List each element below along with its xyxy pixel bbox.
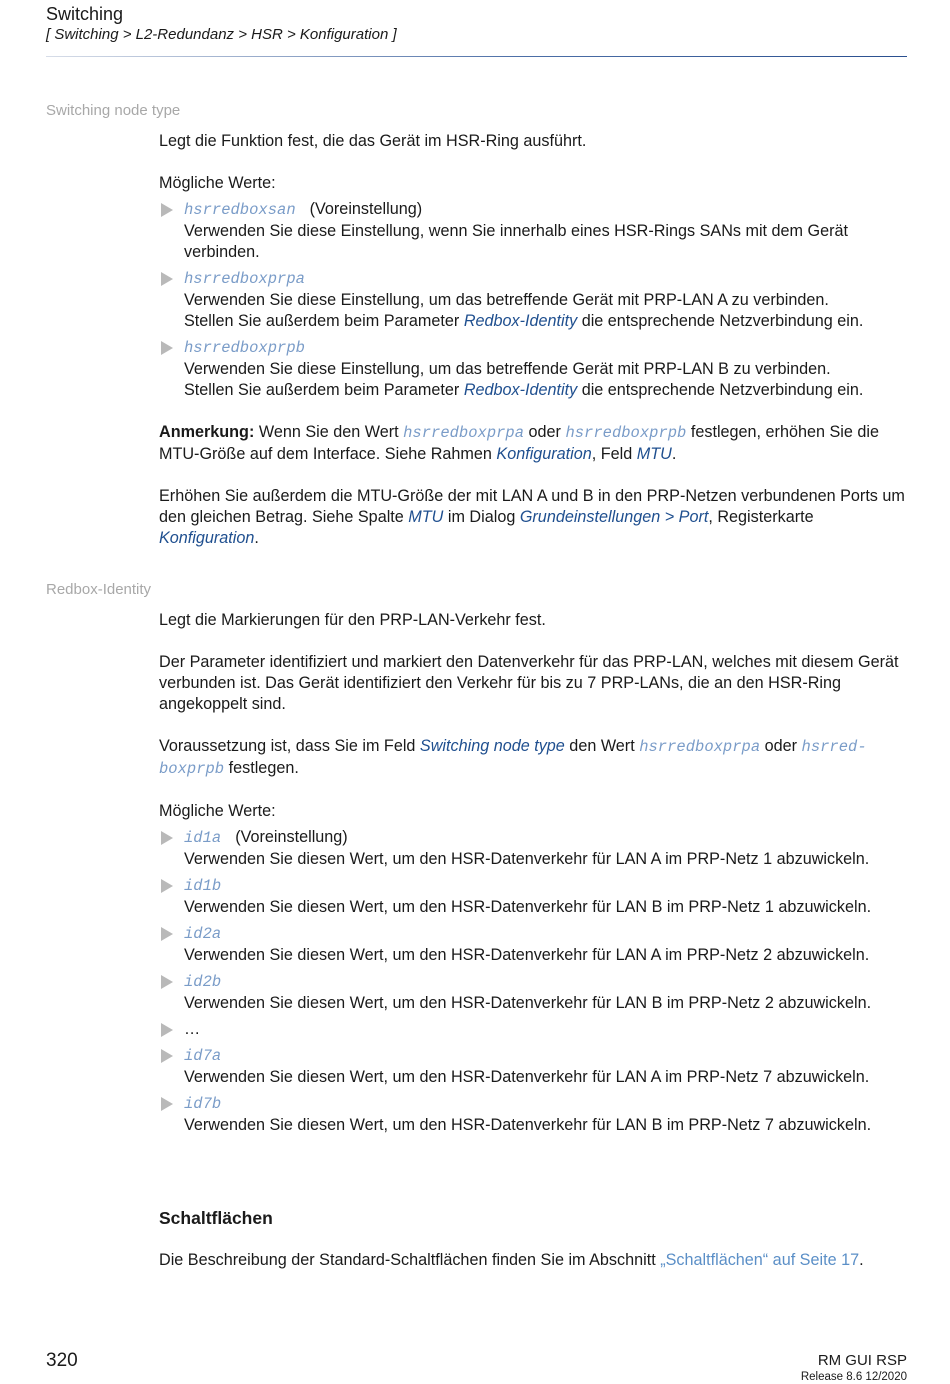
text-run: die entsprechende Netzverbindung ein. bbox=[577, 312, 864, 330]
item-description: Verwenden Sie diesen Wert, um den HSR-Datenverkehr für LAN A im PRP-Netz 1 abzuwickeln. bbox=[184, 850, 870, 868]
konfiguration-tab-reference: Konfiguration bbox=[159, 529, 255, 547]
possible-values-label: Mögliche Werte: bbox=[159, 174, 276, 192]
text-run: . bbox=[254, 529, 259, 547]
value-code: hsrredboxprpb bbox=[565, 424, 687, 442]
value-code: hsrred- bbox=[801, 738, 867, 756]
prerequisite-paragraph bbox=[159, 736, 911, 780]
list-item bbox=[159, 923, 911, 966]
default-label: (Voreinstellung) bbox=[235, 828, 348, 846]
item-description: Verwenden Sie diesen Wert, um den HSR-Datenverkehr für LAN B im PRP-Netz 7 abzuwickeln. bbox=[184, 1116, 872, 1134]
section-heading-schaltflaechen: Schaltflächen bbox=[159, 1208, 273, 1228]
item-description-2 bbox=[184, 380, 911, 401]
list-item bbox=[159, 971, 911, 1014]
item-description: Verwenden Sie diesen Wert, um den HSR-Datenverkehr für LAN B im PRP-Netz 2 abzuwickeln. bbox=[184, 994, 872, 1012]
item-description-2 bbox=[184, 311, 911, 332]
item-description: Verwenden Sie diesen Wert, um den HSR-Datenverkehr für LAN A im PRP-Netz 2 abzuwickeln. bbox=[184, 946, 870, 964]
section-label-redbox-identity: Redbox-Identity bbox=[46, 581, 152, 598]
text-run: festlegen, erhöhen Sie die MTU-Größe auf dem Interface. Siehe Rahmen bbox=[159, 423, 879, 463]
list-item bbox=[159, 199, 911, 263]
value-code: hsrredboxprpa bbox=[403, 424, 525, 442]
list-item bbox=[159, 827, 911, 870]
section-intro: Legt die Markierungen für den PRP-LAN-Verkehr fest. bbox=[159, 611, 546, 629]
text-run: , Feld bbox=[591, 445, 637, 463]
text-run: Voraussetzung ist, dass Sie im Feld bbox=[159, 737, 420, 755]
text-run: Die Beschreibung der Standard-Schaltflächen finden Sie im Abschnitt bbox=[159, 1251, 661, 1269]
section-intro: Legt die Funktion fest, die das Gerät im HSR-Ring ausführt. bbox=[159, 132, 587, 150]
default-label: (Voreinstellung) bbox=[309, 200, 423, 218]
bullet-triangle-icon bbox=[161, 831, 173, 845]
value-code: hsrredboxprpb bbox=[184, 339, 305, 357]
value-code: hsrredboxprpa bbox=[184, 270, 305, 288]
section-label-switching-node-type: Switching node type bbox=[46, 102, 181, 119]
section-switching-node-type bbox=[159, 131, 911, 549]
text-run: Stellen Sie außerdem beim Parameter bbox=[184, 381, 464, 399]
redbox-identity-reference: Redbox-Identity bbox=[463, 381, 578, 399]
value-code: id1b bbox=[184, 877, 222, 895]
bullet-triangle-icon bbox=[161, 341, 173, 355]
list-item bbox=[159, 1045, 911, 1088]
page-number: 320 bbox=[46, 1350, 78, 1371]
text-run: , Registerkarte bbox=[708, 508, 814, 526]
note-label: Anmerkung: bbox=[159, 423, 255, 441]
value-code: boxprpb bbox=[159, 760, 225, 778]
bullet-triangle-icon bbox=[161, 1049, 173, 1063]
text-run: die entsprechende Netzverbindung ein. bbox=[577, 381, 864, 399]
item-description: Verwenden Sie diese Einstellung, wenn Sie innerhalb eines HSR-Rings SANs mit dem Gerät verbinden. bbox=[184, 222, 849, 261]
list-item bbox=[159, 875, 911, 918]
description-paragraph: Der Parameter identifiziert und markiert den Datenverkehr für das PRP-LAN, welches mit diesem Gerät verbunden ist. Das Gerät identifiziert den Verkehr für bis zu 7 PRP-LANs, die an den HSR-Ring angekoppelt sind. bbox=[159, 653, 899, 713]
note-paragraph bbox=[159, 422, 911, 465]
value-code: id7b bbox=[184, 1095, 222, 1113]
text-run: festlegen. bbox=[224, 759, 299, 777]
value-code: id1a bbox=[184, 829, 222, 847]
bullet-triangle-icon bbox=[161, 927, 173, 941]
mtu-reference: MTU bbox=[636, 445, 672, 463]
breadcrumb: [ Switching > L2-Redundanz > HSR > Konfiguration ] bbox=[46, 26, 397, 43]
mtu-paragraph bbox=[159, 486, 911, 549]
bullet-triangle-icon bbox=[161, 975, 173, 989]
text-run: den Wert bbox=[564, 737, 640, 755]
text-run: oder bbox=[524, 423, 566, 441]
text-run: . bbox=[671, 445, 677, 463]
header-divider bbox=[46, 56, 907, 57]
text-run: . bbox=[859, 1251, 864, 1269]
item-description: Verwenden Sie diese Einstellung, um das betreffende Gerät mit PRP-LAN A zu verbinden. bbox=[184, 291, 829, 309]
text-run: Wenn Sie den Wert bbox=[254, 423, 404, 441]
konfiguration-reference: Konfiguration bbox=[496, 445, 592, 463]
value-code: id7a bbox=[184, 1047, 222, 1065]
switching-node-type-reference: Switching node type bbox=[419, 737, 565, 755]
page-header-title: Switching bbox=[46, 4, 124, 24]
list-item bbox=[159, 268, 911, 332]
bullet-triangle-icon bbox=[161, 879, 173, 893]
bullet-triangle-icon bbox=[161, 1097, 173, 1111]
port-dialog-reference: Grundeinstellungen > Port bbox=[519, 508, 709, 526]
text-run: Stellen Sie außerdem beim Parameter bbox=[184, 312, 464, 330]
schaltflaechen-page-link[interactable]: „Schaltflächen“ auf Seite 17 bbox=[660, 1251, 860, 1269]
possible-values-label: Mögliche Werte: bbox=[159, 802, 276, 820]
ellipsis: … bbox=[184, 1020, 201, 1038]
list-item-ellipsis bbox=[159, 1019, 911, 1040]
release-info: Release 8.6 12/2020 bbox=[800, 1371, 907, 1383]
value-code: id2b bbox=[184, 973, 222, 991]
mtu-reference: MTU bbox=[408, 508, 444, 526]
list-item bbox=[159, 1093, 911, 1136]
item-description: Verwenden Sie diesen Wert, um den HSR-Datenverkehr für LAN A im PRP-Netz 7 abzuwickeln. bbox=[184, 1068, 870, 1086]
text-run: Erhöhen Sie außerdem die MTU-Größe der mit LAN A und B in den PRP-Netzen verbundenen Ports um den gleichen Betrag. Siehe Spalte bbox=[159, 487, 905, 526]
redbox-identity-reference: Redbox-Identity bbox=[463, 312, 578, 330]
text-run: im Dialog bbox=[443, 508, 520, 526]
item-description: Verwenden Sie diese Einstellung, um das betreffende Gerät mit PRP-LAN B zu verbinden. bbox=[184, 360, 831, 378]
document-name: RM GUI RSP bbox=[817, 1352, 907, 1369]
value-code: hsrredboxprpa bbox=[639, 738, 761, 756]
bullet-triangle-icon bbox=[161, 203, 173, 217]
value-code: id2a bbox=[184, 925, 222, 943]
schaltflaechen-paragraph bbox=[159, 1250, 911, 1271]
item-description: Verwenden Sie diesen Wert, um den HSR-Datenverkehr für LAN B im PRP-Netz 1 abzuwickeln. bbox=[184, 898, 872, 916]
text-run: oder bbox=[760, 737, 802, 755]
value-code: hsrredboxsan bbox=[184, 201, 296, 219]
section-redbox-identity bbox=[159, 610, 911, 1136]
list-item bbox=[159, 337, 911, 401]
bullet-triangle-icon bbox=[161, 272, 173, 286]
bullet-triangle-icon bbox=[161, 1023, 173, 1037]
